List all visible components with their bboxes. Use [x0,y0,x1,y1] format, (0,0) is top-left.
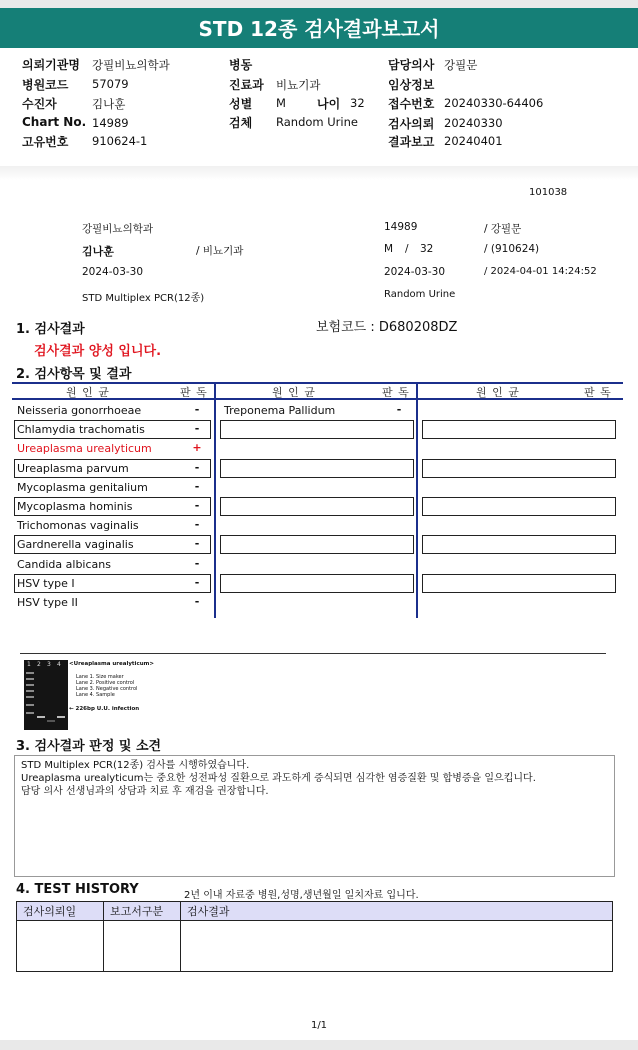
pathogen-result: - [194,518,200,532]
top-strip [0,0,638,8]
pathogen-name: HSV type I [17,576,75,590]
info-patient: 김나훈 [82,245,114,258]
lane-number: 4 [57,661,61,668]
result-row-box [14,497,211,516]
hospital-code-value: 57079 [92,77,129,91]
negative-control-band [47,720,55,722]
result-row-box [422,420,616,439]
col3-result-header: 판 독 [584,386,612,399]
pathogen-name: Candida albicans [17,557,111,571]
patient-label: 수진자 [22,97,57,111]
pathogen-result: - [396,403,402,416]
ladder-band [26,684,34,686]
pathogen-name: Treponema Pallidum [224,404,336,417]
column-separator-2 [416,382,418,618]
result-row-box [14,459,211,478]
info-birth: / (910624) [484,243,540,255]
gel-legend-line: Lane 4. Sample [76,692,115,698]
report-header [0,48,638,166]
gel-top-line [20,653,606,654]
dept-label: 진료과 [229,78,264,92]
info-doctor: / 강필문 [484,223,522,235]
opinion-line: 담당 의사 선생님과의 상담과 치료 후 재검을 권장합니다. [21,786,269,797]
history-col-result: 검사결과 [181,902,613,921]
info-test-name: STD Multiplex PCR(12종) [82,293,205,304]
pathogen-result: - [194,460,200,474]
pathogen-result: - [194,575,200,589]
ladder-band [26,712,34,714]
result-row-box [220,497,414,516]
result-row-box [220,459,414,478]
report-title: STD 12종 검사결과보고서 [0,8,638,48]
gel-electrophoresis-figure [20,657,606,734]
pathogen-name: Trichomonas vaginalis [17,519,139,533]
ladder-band [26,678,34,680]
lane-number: 2 [37,661,41,668]
sex-label: 성별 [229,97,253,111]
section4-title: 4. TEST HISTORY [16,882,139,897]
gel-legend-line: Lane 2. Positive control [76,680,135,686]
pathogen-result: - [194,479,200,493]
bottom-strip [0,1040,638,1050]
ref-number: 101038 [529,187,568,198]
ladder-band [26,690,34,692]
info-dept: / 비뇨기과 [196,245,244,257]
history-col-request-date: 검사의뢰일 [17,902,104,921]
pathogen-name: Gardnerella vaginalis [17,538,134,552]
col2-result-header: 판 독 [382,386,410,399]
pathogen-name: HSV type II [17,596,78,609]
pathogen-result: - [194,403,200,416]
result-row-box [422,535,616,554]
history-note: 2년 이내 자료중 병원,성명,생년월일 일치자료 입니다. [184,890,419,901]
col3-pathogen-header: 원 인 균 [476,386,520,399]
chart-no-value: 14989 [92,116,129,130]
info-institution: 강필비뇨의학과 [82,223,154,235]
ladder-band [26,672,34,674]
table-row [17,921,613,972]
hospital-code-label: 병원코드 [22,78,69,92]
pathogen-name: Neisseria gonorrhoeae [17,404,142,417]
result-row-box [220,574,414,593]
col2-pathogen-header: 원 인 균 [272,386,316,399]
column-separator-1 [214,382,216,618]
info-collect-date: 2024-03-30 [82,266,144,278]
section2-title: 2. 검사항목 및 결과 [16,367,132,382]
request-label: 검사의뢰 [388,117,435,131]
unique-no-label: 고유번호 [22,135,69,149]
pathogen-name: Mycoplasma genitalium [17,480,148,494]
info-receipt-date: 2024-03-30 [384,266,446,278]
result-row-box [422,459,616,478]
pathogen-result: - [194,537,200,551]
lane-number: 1 [27,661,31,668]
pathogen-result: - [194,556,200,570]
section1-title: 1. 검사결과 [16,322,85,337]
lane-number: 3 [47,661,51,668]
col1-pathogen-header: 원 인 균 [66,386,110,399]
info-sex: M [384,243,394,255]
positive-result-message: 검사결과 양성 입니다. [34,344,162,359]
history-cell [17,921,104,972]
pathogen-name: Mycoplasma hominis [17,500,133,513]
doctor-value: 강필문 [444,58,478,72]
request-value: 20240330 [444,116,503,130]
info-report-datetime: / 2024-04-01 14:24:52 [484,266,597,277]
patient-value: 김나훈 [92,97,126,111]
col1-result-header: 판 독 [180,386,208,399]
pathogen-result: + [192,441,202,455]
pathogen-name: Ureaplasma parvum [17,461,129,475]
receipt-value: 20240330-64406 [444,96,544,110]
clinical-label: 임상정보 [388,78,435,92]
page-number: 1/1 [310,1020,328,1031]
ladder-band [26,696,34,698]
chart-no-label: Chart No. [22,115,87,129]
report-date-label: 결과보고 [388,135,435,149]
result-row-box [220,420,414,439]
info-sex-age-separator: / [405,243,409,255]
unique-no-value: 910624-1 [92,134,148,148]
pathogen-result: - [194,595,200,608]
opinion-box [14,755,615,877]
result-row-box [422,574,616,593]
result-row-box [14,574,211,593]
info-age: 32 [420,243,434,255]
result-row-box [220,535,414,554]
sample-band [57,716,65,718]
header-divider [0,166,638,180]
pathogen-result: - [194,422,200,436]
report-date-value: 20240401 [444,134,503,148]
pathogen-result: - [194,499,200,512]
sex-value: M [276,96,286,110]
specimen-label: 검체 [229,116,253,130]
result-row-box [14,420,211,439]
result-row-box [14,535,211,554]
gel-legend-line: Lane 1. Size maker [76,674,124,680]
positive-control-band [37,716,45,718]
history-cell [181,921,613,972]
result-row-box [422,497,616,516]
gel-legend-line: Lane 3. Negative control [76,686,138,692]
insurance-code: 보험코드 : D680208DZ [316,320,458,335]
ladder-band [26,704,34,706]
receipt-label: 접수번호 [388,97,435,111]
pathogen-name: Ureaplasma urealyticum [17,442,152,456]
section3-title: 3. 검사결과 판정 및 소견 [16,739,162,754]
info-chart: 14989 [384,221,418,233]
info-specimen: Random Urine [384,289,456,300]
specimen-value: Random Urine [276,115,358,129]
gel-image [24,660,68,730]
ward-label: 병동 [229,58,253,72]
gel-title: <Ureaplasma urealyticum> [69,661,154,667]
history-cell [104,921,181,972]
history-col-report-type: 보고서구분 [104,902,181,921]
test-history-table [16,901,613,972]
age-value: 32 [350,96,365,110]
institution-value: 강필비뇨의학과 [92,58,170,72]
gel-band-label: ← 226bp U.U. infection [69,706,140,712]
opinion-line: Ureaplasma urealyticum는 중요한 성전파성 질환으로 과도하게 증식되면 심각한 염증질환 및 합병증을 일으킵니다. [21,773,536,784]
doctor-label: 담당의사 [388,58,435,72]
age-label: 나이 [317,97,341,111]
opinion-line: STD Multiplex PCR(12종) 검사를 시행하였습니다. [21,760,250,771]
dept-value: 비뇨기과 [276,78,321,92]
pathogen-name: Chlamydia trachomatis [17,423,145,437]
institution-label: 의뢰기관명 [22,58,80,72]
